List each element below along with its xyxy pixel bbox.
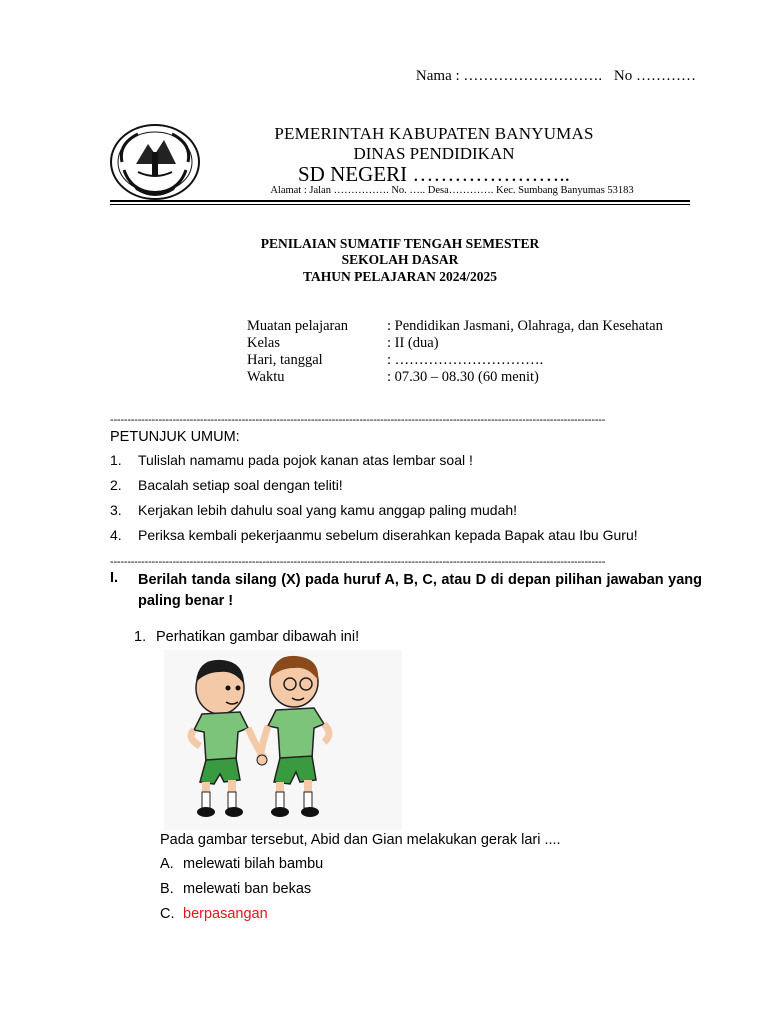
- list-item-text: Bacalah setiap soal dengan teliti!: [138, 477, 343, 493]
- list-item-number: 4.: [110, 527, 122, 543]
- two-boys-running-illustration: [164, 650, 402, 830]
- letterhead-rule-thin: [110, 204, 690, 205]
- option-letter: C.: [160, 906, 175, 922]
- list-item-number: 1.: [110, 452, 122, 468]
- info-label: Waktu: [247, 369, 285, 385]
- list-item-text: Tulislah namamu pada pojok kanan atas lembar soal !: [138, 452, 473, 468]
- list-item: [110, 527, 700, 552]
- list-item: [110, 477, 700, 502]
- government-name: PEMERINTAH KABUPATEN BANYUMAS: [274, 124, 594, 143]
- instructions-title: PETUNJUK UMUM:: [110, 429, 240, 445]
- info-row: [247, 335, 663, 352]
- answer-option-b[interactable]: [160, 881, 323, 906]
- instructions-list: [110, 452, 700, 552]
- number-label: No …………: [613, 68, 696, 84]
- question-prompt-text: Perhatikan gambar dibawah ini!: [156, 629, 360, 645]
- list-item: [110, 452, 700, 477]
- info-label: Hari, tanggal: [247, 352, 323, 368]
- info-value: : II (dua): [387, 335, 439, 351]
- list-item-number: 3.: [110, 502, 122, 518]
- banyumas-emblem-icon: [108, 122, 202, 204]
- answer-option-c[interactable]: [160, 906, 323, 931]
- info-label: Muatan pelajaran: [247, 318, 349, 334]
- exam-academic-year: TAHUN PELAJARAN 2024/2025: [302, 269, 497, 284]
- section-number: I.: [110, 570, 119, 586]
- exam-info-table: [247, 318, 663, 386]
- student-name-line: [416, 68, 696, 85]
- info-row: [247, 369, 663, 386]
- exam-school-level: SEKOLAH DASAR: [341, 252, 459, 267]
- list-item-text: Kerjakan lebih dahulu soal yang kamu anggap paling mudah!: [138, 502, 518, 518]
- section-instruction: [110, 570, 702, 612]
- letterhead-rule-thick: [110, 200, 690, 202]
- holding-hands-icon: [257, 755, 267, 765]
- department-name: DINAS PENDIDIKAN: [353, 144, 515, 163]
- option-letter: B.: [160, 881, 174, 897]
- section-text: Berilah tanda silang (X) pada huruf A, B, C, atau D di depan pilihan jawaban yang paling benar !: [138, 572, 702, 609]
- exam-title: PENILAIAN SUMATIF TENGAH SEMESTER: [260, 236, 540, 251]
- list-item-text: Periksa kembali pekerjaanmu sebelum diserahkan kepada Bapak atau Ibu Guru!: [138, 527, 638, 543]
- school-address: Alamat : Jalan ……………. No. ….. Desa…………. Kec. Sumbang Banyumas 53183: [270, 185, 634, 196]
- info-value: : 07.30 – 08.30 (60 menit): [387, 369, 539, 385]
- info-value: : Pendidikan Jasmani, Olahraga, dan Kesehatan: [387, 318, 663, 334]
- school-name: SD NEGERI …………………..: [298, 162, 570, 186]
- option-text: melewati ban bekas: [183, 881, 312, 897]
- answer-options: [160, 856, 323, 931]
- question-prompt: [134, 629, 359, 645]
- info-label: Kelas: [247, 335, 281, 351]
- dashed-divider: -----------------------------------------------------------------------------------------------------------------------------------------------: [110, 556, 606, 568]
- answer-option-a[interactable]: [160, 856, 323, 881]
- question-number: 1.: [134, 629, 147, 645]
- name-label: Nama : ……………………….: [415, 68, 603, 84]
- option-text: melewati bilah bambu: [183, 856, 324, 872]
- info-row: [247, 318, 663, 335]
- list-item-number: 2.: [110, 477, 122, 493]
- dashed-divider: -----------------------------------------------------------------------------------------------------------------------------------------------: [110, 414, 606, 426]
- option-letter: A.: [160, 856, 174, 872]
- option-text-highlighted: berpasangan: [183, 906, 268, 922]
- question-stem: Pada gambar tersebut, Abid dan Gian melakukan gerak lari ....: [160, 832, 561, 848]
- info-value: : ………………………….: [387, 352, 544, 368]
- info-row: [247, 352, 663, 369]
- list-item: [110, 502, 700, 527]
